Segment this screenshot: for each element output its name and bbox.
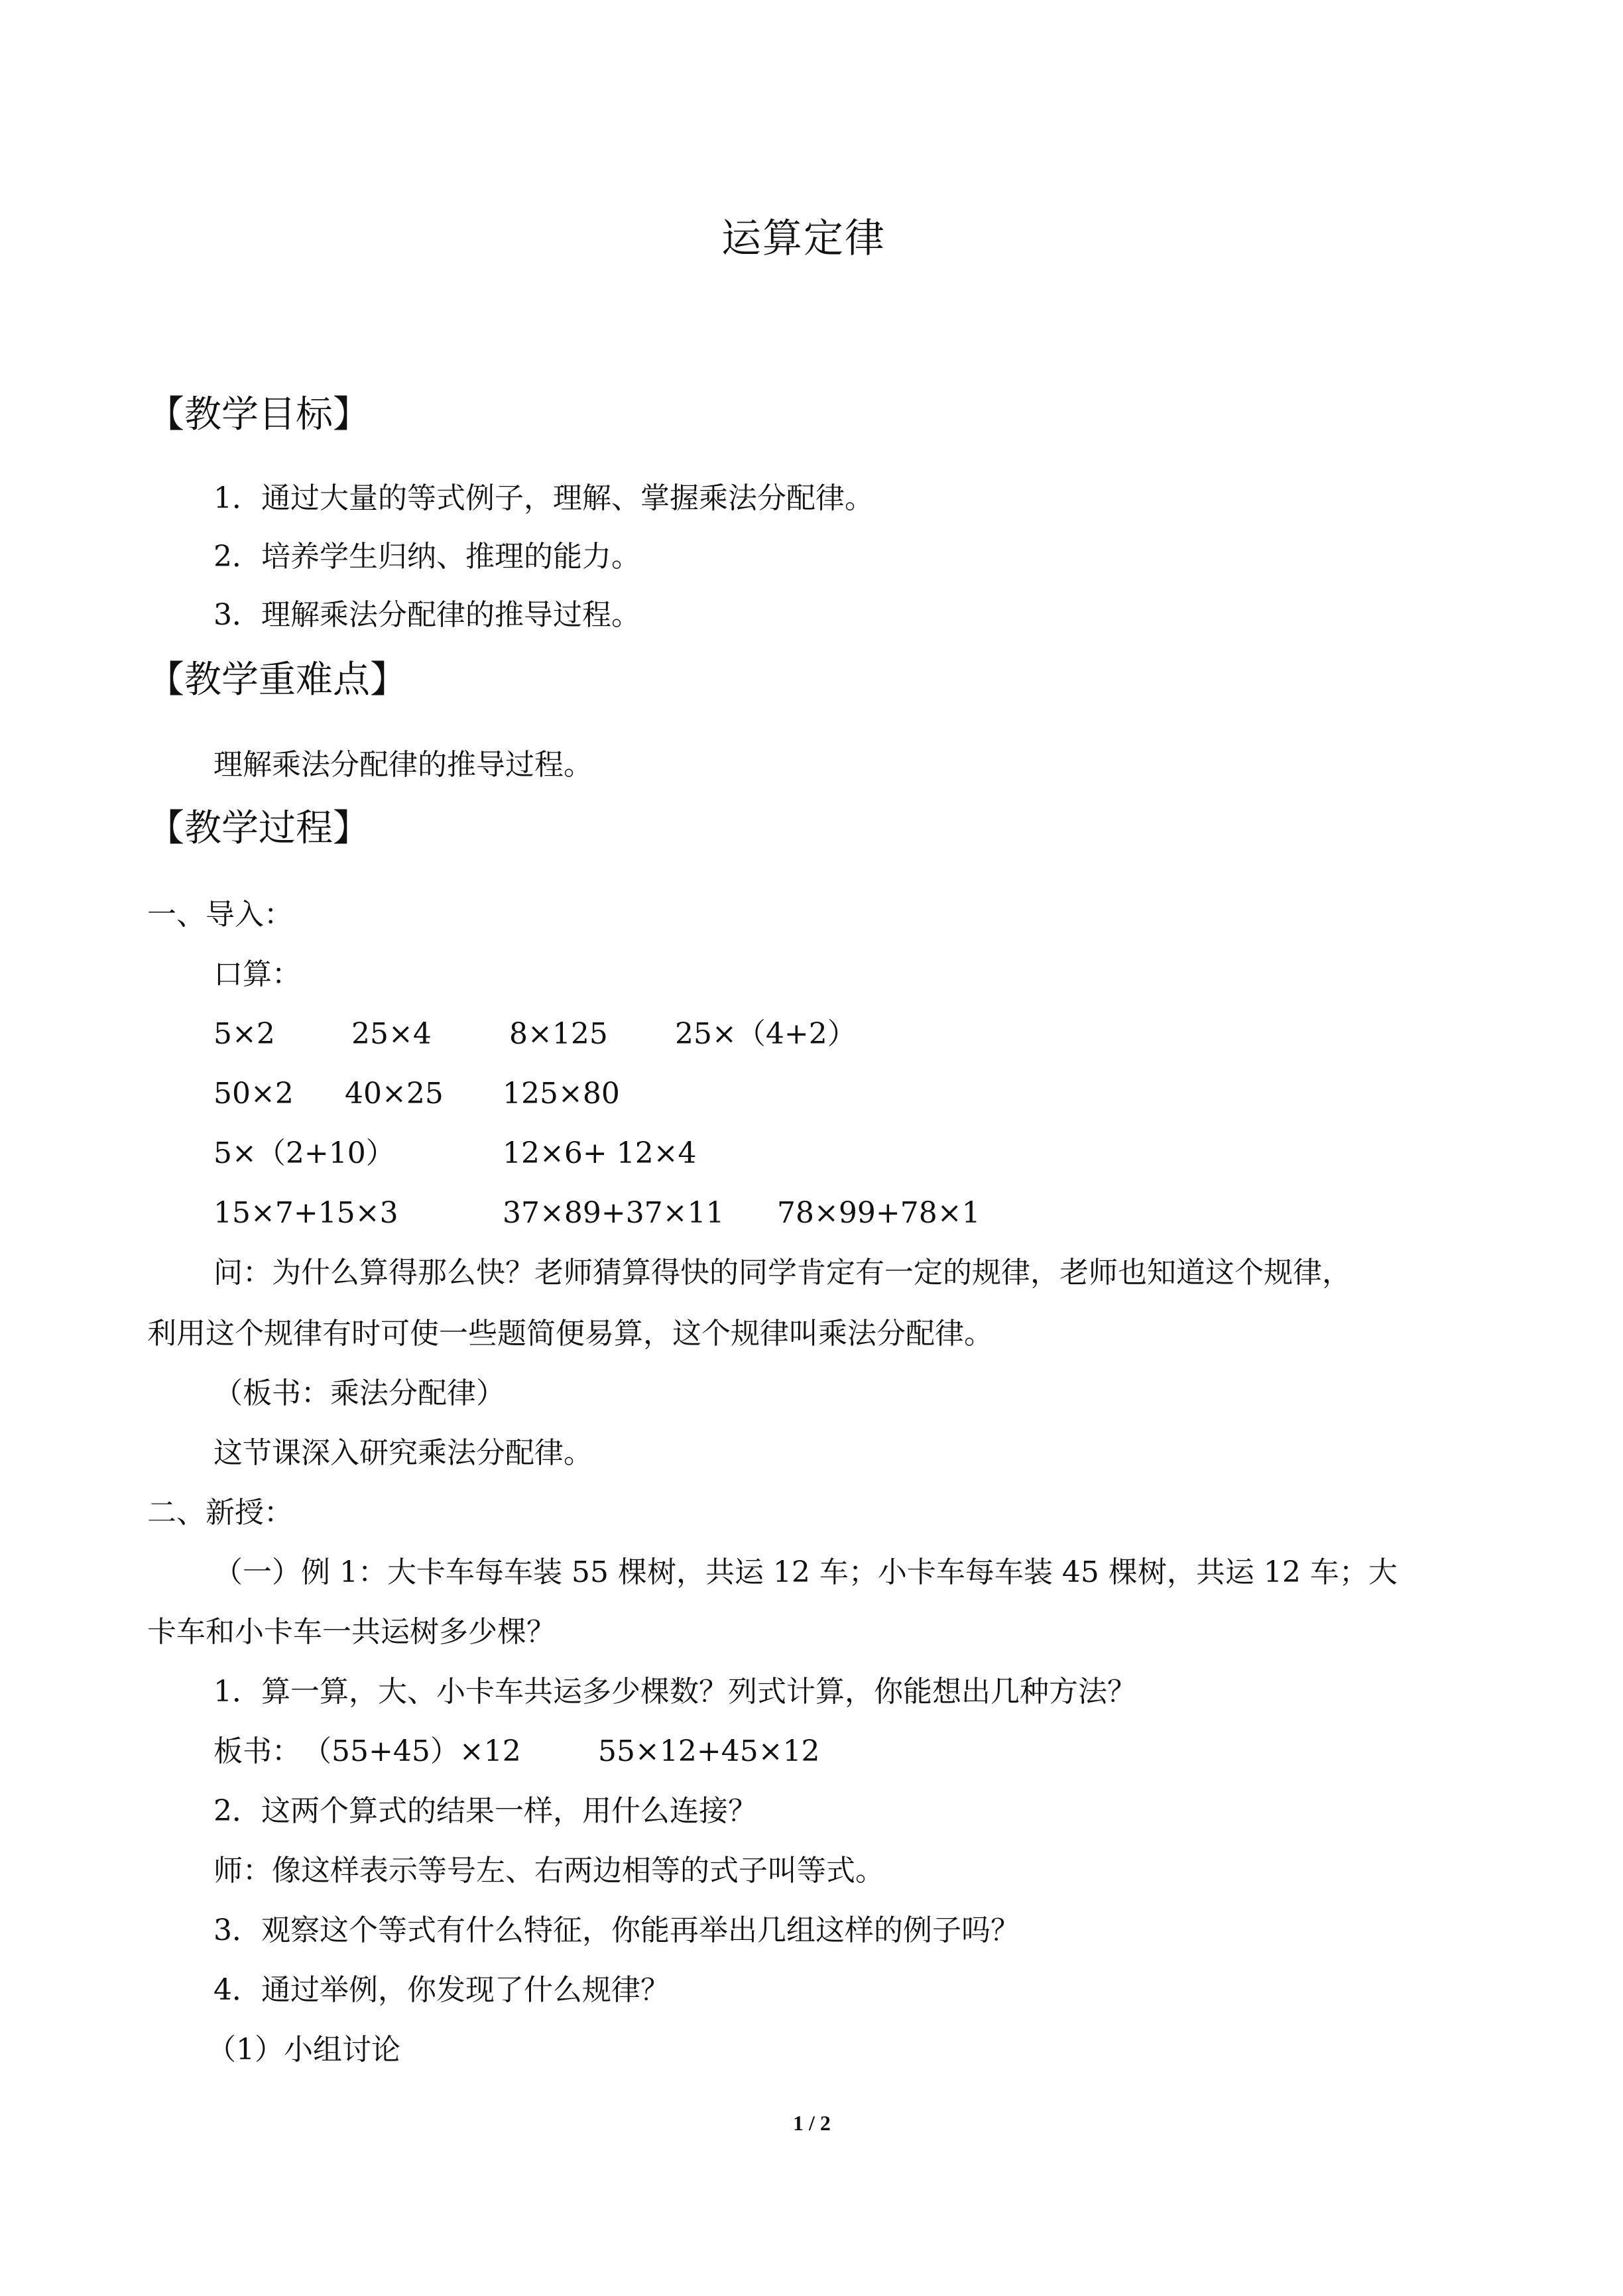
- oral-expr: 40×25: [345, 1077, 444, 1111]
- question-line-1: 问：为什么算得那么快？老师猜算得快的同学肯定有一定的规律，老师也知道这个规律，: [213, 1256, 1351, 1290]
- key-points-heading: 【教学重难点】: [147, 658, 407, 701]
- new-lesson-heading: 二、新授：: [147, 1496, 293, 1530]
- oral-expr: 15×7+15×3: [213, 1196, 398, 1230]
- page-title: 运算定律: [721, 215, 886, 262]
- oral-expr: 5×（2+10）: [213, 1136, 395, 1170]
- board-expression-2: 55×12+45×12: [598, 1734, 820, 1768]
- oral-expr: 25×4: [351, 1017, 432, 1051]
- oral-expr: 12×6+ 12×4: [503, 1136, 697, 1170]
- question-2: 2．这两个算式的结果一样，用什么连接？: [213, 1794, 757, 1828]
- oral-expr: 50×2: [213, 1077, 294, 1111]
- goal-item-3: 3．理解乘法分配律的推导过程。: [213, 598, 640, 632]
- goal-item-1: 1．通过大量的等式例子，理解、掌握乘法分配律。: [213, 481, 874, 515]
- question-4-step-1: （1）小组讨论: [207, 2033, 400, 2067]
- oral-calc-label: 口算：: [213, 957, 301, 991]
- oral-expr: 37×89+37×11: [503, 1196, 725, 1230]
- goals-heading: 【教学目标】: [147, 393, 370, 436]
- example-line-2: 卡车和小卡车一共运树多少棵？: [147, 1615, 556, 1649]
- lesson-note: 这节课深入研究乘法分配律。: [213, 1436, 593, 1470]
- board-expression-1: （55+45）×12: [302, 1734, 521, 1768]
- question-line-2: 利用这个规律有时可使一些题简便易算，这个规律叫乘法分配律。: [147, 1317, 993, 1351]
- question-3: 3．观察这个等式有什么特征，你能再举出几组这样的例子吗？: [213, 1913, 1020, 1947]
- example-line-1: （一）例 1：大卡车每车装 55 棵树，共运 12 车；小卡车每车装 45 棵树，共运 12 车；大: [213, 1555, 1398, 1589]
- board-label: 板书：: [213, 1734, 301, 1768]
- key-points-text: 理解乘法分配律的推导过程。: [213, 748, 593, 782]
- question-4: 4．通过举例，你发现了什么规律？: [213, 1973, 670, 2007]
- question-1: 1．算一算，大、小卡车共运多少棵数？列式计算，你能想出几种方法？: [213, 1675, 1136, 1709]
- oral-expr: 78×99+78×1: [777, 1196, 981, 1230]
- goal-item-2: 2．培养学生归纳、推理的能力。: [213, 540, 640, 574]
- process-heading: 【教学过程】: [147, 807, 370, 850]
- oral-expr: 5×2: [213, 1017, 275, 1051]
- board-note: （板书：乘法分配律）: [213, 1376, 505, 1410]
- page-number: 1 / 2: [793, 2111, 831, 2135]
- intro-heading: 一、导入：: [147, 898, 293, 932]
- oral-expr: 8×125: [509, 1017, 608, 1051]
- oral-expr: 25×（4+2）: [675, 1017, 857, 1051]
- oral-expr: 125×80: [503, 1077, 620, 1111]
- teacher-note: 师：像这样表示等号左、右两边相等的式子叫等式。: [213, 1854, 884, 1888]
